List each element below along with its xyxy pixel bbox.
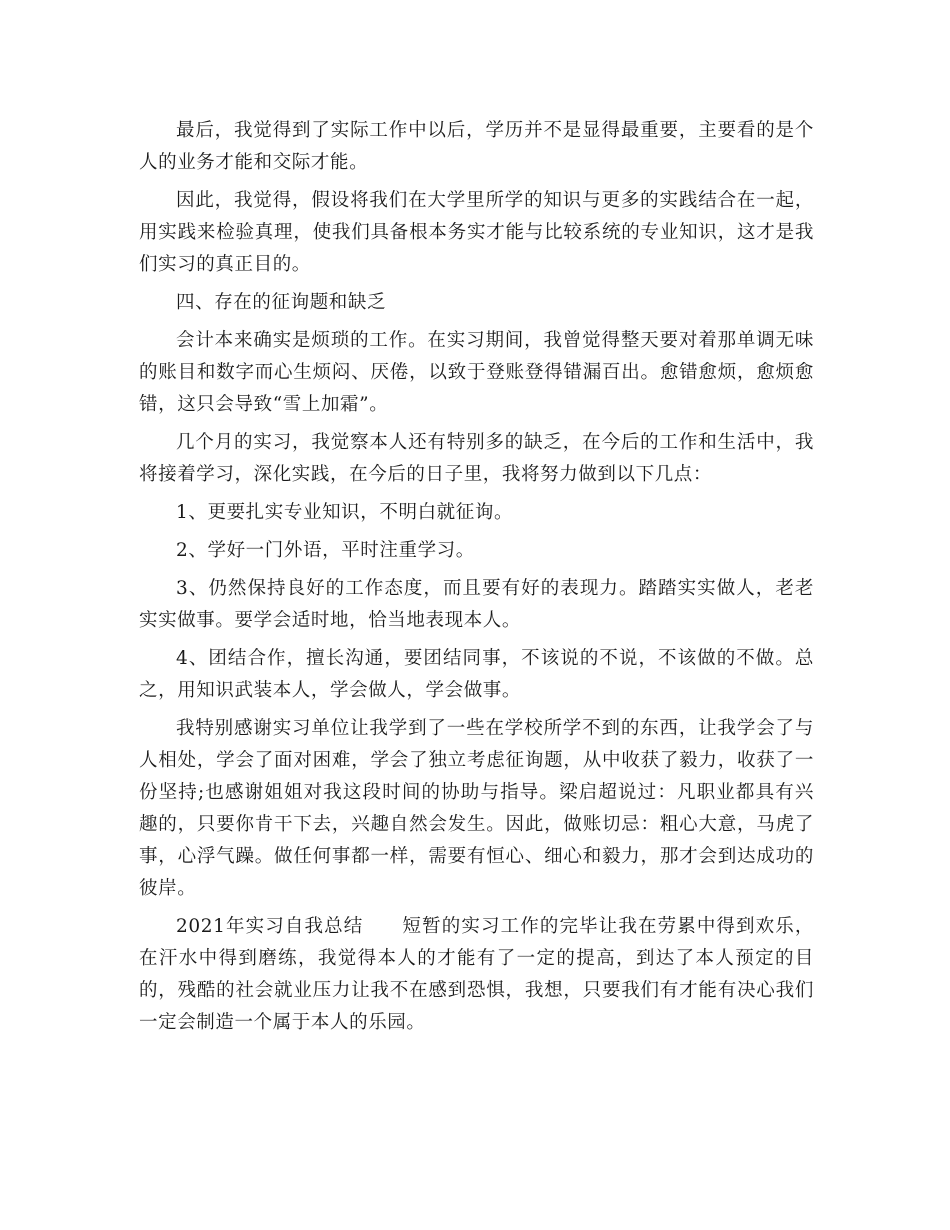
list-item-1: 1、更要扎实专业知识，不明白就征询。 (176, 502, 514, 523)
section-heading-problems: 四、存在的征询题和缺乏 (176, 292, 387, 313)
paragraph-shortcomings: 几个月的实习，我觉察本人还有特别多的缺乏，在今后的工作和生活中，我将接着学习，深化实践，在今后的日子里，我将努力做到以下几点： (139, 432, 814, 485)
list-item-2: 2、学好一门外语，平时注重学习。 (176, 540, 475, 561)
document-body (139, 115, 814, 1045)
paragraph-accounting-tedious: 会计本来确实是烦琐的工作。在实习期间，我曾觉得整天要对着那单调无味的账目和数字而心生烦闷、厌倦，以致于登账登得错漏百出。愈错愈烦，愈烦愈错，这只会导致“雪上加霜”。 (139, 330, 814, 415)
paragraph-summary-2021: 2021年实习自我总结 短暂的实习工作的完毕让我在劳累中得到欢乐，在汗水中得到磨练，我觉得本人的才能有了一定的提高，到达了本人预定的目的，残酷的社会就业压力让我不在感到恐惧，我想，只要我们有才能有决心我们一定会制造一个属于本人的乐园。 (139, 916, 814, 1033)
paragraph-education-vs-skills: 最后，我觉得到了实际工作中以后，学历并不是显得最重要，主要看的是个人的业务才能和交际才能。 (139, 120, 814, 173)
paragraph-gratitude: 我特别感谢实习单位让我学到了一些在学校所学不到的东西，让我学会了与人相处，学会了面对困难，学会了独立考虑征询题，从中收获了毅力，收获了一份坚持;也感谢姐姐对我这段时间的协助与指导。梁启超说过：凡职业都具有兴趣的，只要你肯干下去，兴趣自然会发生。因此，做账切忌：粗心大意，马虎了事，心浮气躁。做任何事都一样，需要有恒心、细心和毅力，那才会到达成功的彼岸。 (139, 718, 814, 899)
paragraph-practice-purpose: 因此，我觉得，假设将我们在大学里所学的知识与更多的实践结合在一起，用实践来检验真理，使我们具备根本务实才能与比较系统的专业知识，这才是我们实习的真正目的。 (139, 190, 814, 275)
list-item-3: 3、仍然保持良好的工作态度，而且要有好的表现力。踏踏实实做人，老老实实做事。要学会适时地，恰当地表现本人。 (139, 578, 814, 631)
list-item-4: 4、团结合作，擅长沟通，要团结同事，不该说的不说，不该做的不做。总之，用知识武装本人，学会做人，学会做事。 (139, 648, 814, 701)
